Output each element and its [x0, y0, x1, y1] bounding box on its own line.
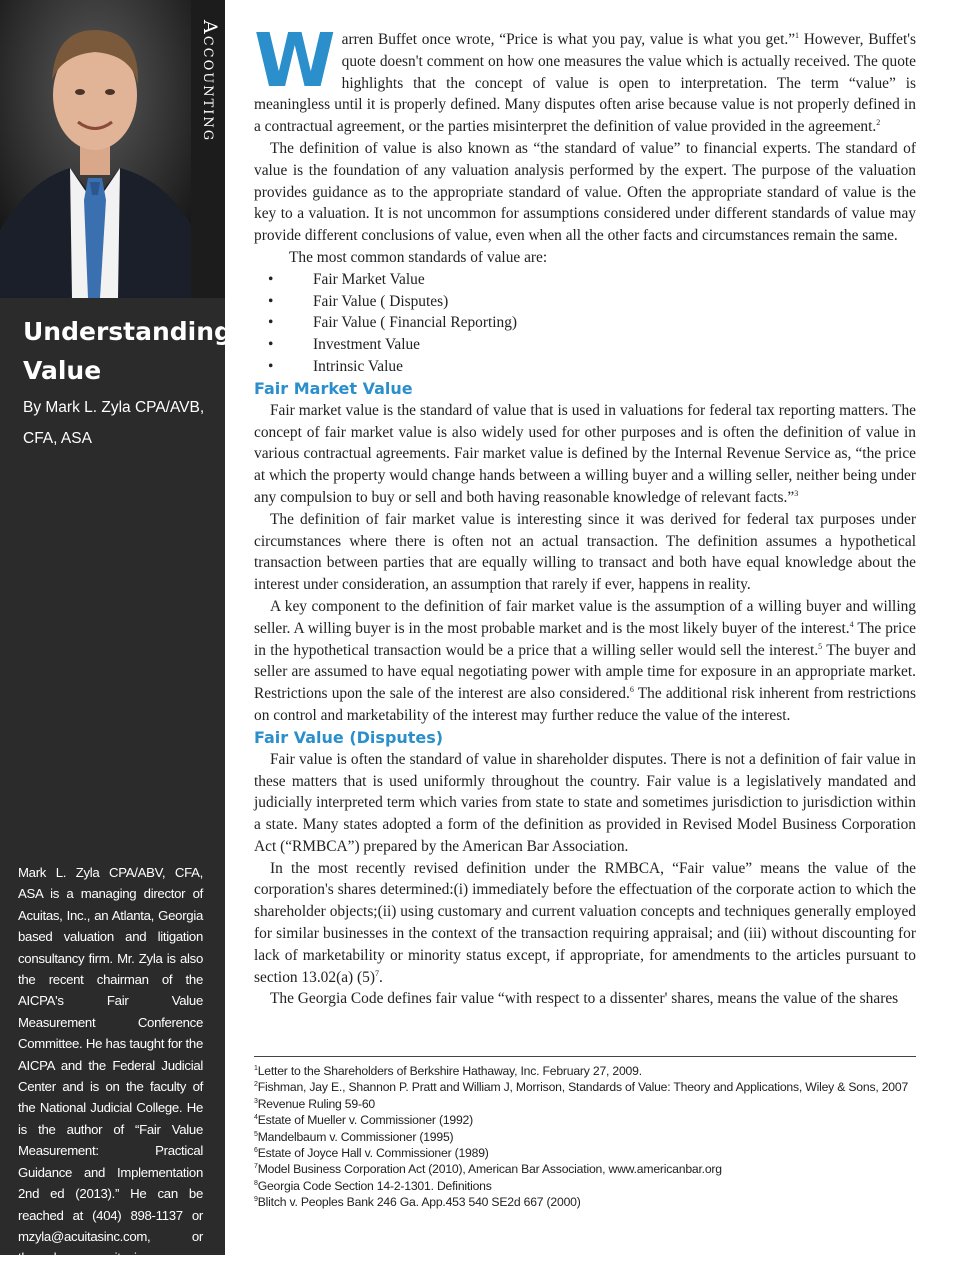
footnote-number: 7	[254, 1163, 258, 1171]
footnote	[254, 1129, 919, 1145]
byline-line-2: CFA, ASA	[23, 430, 92, 447]
footnote-number: 9	[254, 1196, 258, 1204]
standards-list	[254, 269, 916, 378]
footnote-number: 6	[254, 1146, 258, 1154]
footnotes	[254, 1063, 919, 1211]
footnote-number: 4	[254, 1114, 258, 1122]
footnote-ref-6: 6	[629, 684, 634, 694]
footnote-number: 8	[254, 1179, 258, 1187]
footnote	[254, 1161, 919, 1177]
author-bio: Mark L. Zyla CPA/ABV, CFA, ASA is a managing director of Acuitas, Inc., an Atlanta, Georgia based valuation and litigation consultancy firm. Mr. Zyla is also the recent chairman of the AICPA's Fair Value Measurement Conference Committee. He has taught for the AICPA and the Federal Judicial Center and is on the faculty of the National Judicial College. He is the author of “Fair Value Measurement: Practical Guidance and Implementation 2nd ed (2013).” He can be reached at (404) 898-1137 or mzyla@acuitasinc.com, or through www.acuitasinc.com	[18, 865, 203, 1266]
footnote-text: Model Business Corporation Act (2010), American Bar Association, www.americanbar.org	[257, 1162, 722, 1177]
fmv-3-text-c: The buyer and seller are assumed to have equal negotiating power with ample time for exposure in an appropriate market. Restrictions upon the sale of the interest are also considered.	[254, 641, 916, 703]
author-photo	[0, 0, 191, 298]
footnote	[254, 1145, 919, 1161]
paragraph-intro	[254, 18, 917, 138]
intro-text-2: However, Buffet's quote doesn't comment on how one measures the value which is actually received. The quote highlights that the concept of value is open to interpretation. The term “value” is meaningless until it is properly defined. Many disputes often arise because value is not properly defined in a contractual agreement, or the parties misinterpret the definition of value provided in the agreement.	[254, 31, 917, 136]
footnote-text: Letter to the Shareholders of Berkshire Hathaway, Inc. February 27, 2009.	[257, 1064, 642, 1078]
footnote-ref-7: 7	[374, 968, 379, 978]
fvd-2-text: In the most recently revised definition under the RMBCA, “Fair value” means the value of the corporation's shares determined:(i) immediately before the effectuation of the corporate action to which the shareholder objects;(ii) using customary and current valuation concepts and techniques generally employed for similar businesses in the context of the transaction requiring appraisal; and (iii) without discounting for lack of marketability or minority status except, if appropriate, for amendments to the articles pursuant to section 13.02(a) (5)	[254, 859, 916, 986]
footnote-ref-2: 2	[876, 118, 881, 128]
list-item: • Fair Market Value	[254, 269, 916, 291]
footnote-text: Georgia Code Section 14-2-1301. Definitions	[257, 1178, 492, 1193]
byline	[23, 392, 213, 454]
fmv-3-text-d: The additional risk inherent from restrictions on control and marketability of the interest may further reduce the value of the interest.	[254, 685, 916, 724]
paragraph-fvd-2	[254, 858, 916, 989]
footnote-text: Estate of Joyce Hall v. Commissioner (1989)	[257, 1146, 489, 1161]
list-item: • Fair Value ( Disputes)	[254, 291, 916, 313]
list-item: • Intrinsic Value	[254, 356, 916, 378]
footnote	[254, 1079, 919, 1095]
fmv-1-text: Fair market value is the standard of value that is used in valuations for federal tax reporting matters. The concept of fair market value is also widely used for other purposes and is often the definition of value in various contractual agreements. Fair market value is defined by the Internal Revenue Service as, “the price at which the property would change hands between a willing buyer and a willing seller, neither being under any compulsion to buy or sell and both having reasonable knowledge of relevant facts.”	[254, 401, 916, 506]
standards-list-intro: The most common standards of value are:	[289, 248, 548, 266]
section-tag	[191, 0, 225, 298]
paragraph-standard-of-value: The definition of value is also known as “the standard of value” to financial experts. The standard of value is the foundation of any valuation analysis performed by the expert. The purpose of the valuation provides guidance as to the appropriate standard of value. Often the appropriate standard of value is the key to a valuation. It is not uncommon for assumptions considered under different standards of value may provide different conclusions of value, even when all the other facts and circumstances remain the same.	[254, 139, 916, 245]
footnote	[254, 1112, 919, 1128]
paragraph-fvd-3: The Georgia Code defines fair value “with respect to a dissenter' shares, means the value of the shares	[270, 990, 899, 1008]
fmv-3-text-b: The price in the hypothetical transaction would be a price that a willing seller would sell the interest.	[254, 619, 916, 659]
title-line-2: Value	[23, 356, 102, 385]
byline-line-1: By Mark L. Zyla CPA/AVB,	[23, 399, 205, 416]
fvd-2-end: .	[378, 968, 383, 986]
footnote-number: 5	[254, 1130, 258, 1138]
paragraph-fmv-1	[254, 400, 916, 509]
article-title	[23, 312, 232, 390]
heading-fair-market-value: Fair Market Value	[254, 378, 413, 398]
title-line-1: Understanding	[23, 317, 232, 346]
heading-fair-value-disputes: Fair Value (Disputes)	[254, 727, 444, 747]
footnote-ref-4: 4	[849, 619, 854, 629]
paragraph-fvd-1: Fair value is often the standard of value in shareholder disputes. There is not a definition of fair value in these matters that is used uniformly throughout the country. Fair value is a legislatively mandated and judicially interpreted term which varies from state to state and sometimes jurisdiction to jurisdiction within a state. Many states adopted a form of the definition as provided in Revised Model Business Corporation Act (“RMBCA”) prepared by the American Bar Association.	[254, 750, 916, 855]
footnote-text: Mandelbaum v. Commissioner (1995)	[257, 1129, 454, 1144]
paragraph-fmv-3	[254, 596, 916, 727]
author-portrait-image	[0, 0, 191, 298]
list-item: • Fair Value ( Financial Reporting)	[254, 312, 916, 334]
footnote	[254, 1194, 919, 1210]
intro-text-1: arren Buffet once wrote, “Price is what you pay, value is what you get.”	[341, 31, 796, 48]
footnote-text: Fishman, Jay E., Shannon P. Pratt and William J, Morrison, Standards of Value: Theory and Applications, Wiley & Sons, 2007	[257, 1080, 909, 1095]
footnote-number: 2	[254, 1081, 258, 1089]
footnote-ref-5: 5	[818, 641, 823, 651]
footnote-number: 3	[254, 1097, 258, 1105]
drop-cap: W	[254, 18, 336, 104]
article-body	[254, 18, 917, 1010]
footnote	[254, 1178, 919, 1194]
sidebar	[0, 0, 232, 1266]
footnote	[254, 1063, 919, 1079]
footnote-text: Estate of Mueller v. Commissioner (1992)	[257, 1113, 473, 1128]
fmv-3-text-a: A key component to the definition of fair market value is the assumption of a willing buyer and willing seller. A willing buyer is in the most probable market and is the most likely buyer of the interest.	[254, 597, 916, 637]
footnote-text: Blitch v. Peoples Bank 246 Ga. App.453 540 SE2d 667 (2000)	[257, 1195, 581, 1210]
footnote-number: 1	[254, 1064, 258, 1072]
footnote-divider	[254, 1056, 916, 1057]
section-tag-label: Accounting	[199, 20, 221, 143]
footnote	[254, 1096, 919, 1112]
footnote-ref-3: 3	[794, 488, 799, 498]
footnote-text: Revenue Ruling 59-60	[257, 1096, 375, 1111]
paragraph-fmv-2: The definition of fair market value is interesting since it was derived for federal tax purposes under circumstances where there is often not an actual transaction. The definition assumes a hypothetical transaction between parties that are equally willing to transact and both have equal knowledge about the interest under consideration, an assumption that rarely if ever, happens in reality.	[254, 510, 916, 594]
footnote-ref-1: 1	[795, 30, 800, 40]
list-item: • Investment Value	[254, 334, 916, 356]
